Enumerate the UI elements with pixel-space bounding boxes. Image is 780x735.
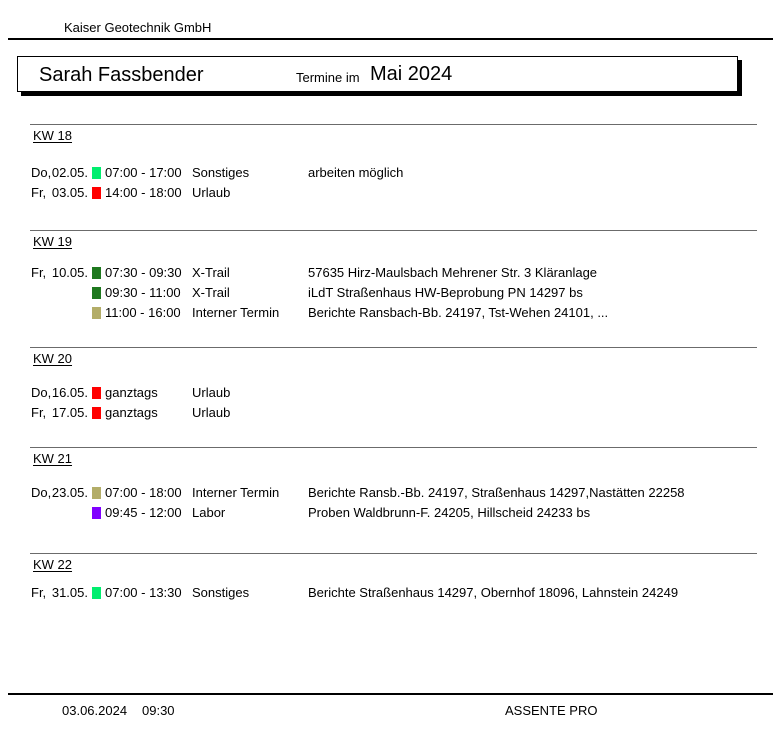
letterhead-divider <box>8 38 773 40</box>
appointment-category: Interner Termin <box>192 305 280 320</box>
appointment-day: Do, <box>31 165 52 180</box>
category-color-swatch <box>92 307 101 319</box>
appointment-time: 07:30 - 09:30 <box>105 265 182 280</box>
appointment-category: Labor <box>192 505 226 520</box>
week-divider <box>30 124 757 125</box>
week-rows <box>0 163 780 203</box>
appointment-date: 10.05. <box>51 265 88 280</box>
category-color-swatch <box>92 187 101 199</box>
appointment-category: X-Trail <box>192 265 230 280</box>
appointment-row <box>0 483 780 503</box>
week-label: KW 21 <box>33 451 73 466</box>
category-color-swatch <box>92 267 101 279</box>
category-color-swatch <box>92 487 101 499</box>
appointment-time: 07:00 - 13:30 <box>105 585 182 600</box>
appointment-date: 31.05. <box>51 585 88 600</box>
appointment-category: Urlaub <box>192 185 231 200</box>
report-title-prefix: Termine im <box>296 70 360 85</box>
appointment-date: 16.05. <box>51 385 88 400</box>
print-time: 09:30 <box>142 703 175 718</box>
print-date: 03.06.2024 <box>62 703 128 718</box>
app-name: ASSENTE PRO <box>505 703 598 718</box>
week-rows <box>0 583 780 603</box>
company-letterhead: Kaiser Geotechnik GmbH <box>64 20 212 35</box>
appointment-row <box>0 163 780 183</box>
appointment-day: Fr, <box>31 185 47 200</box>
appointment-day: Do, <box>31 385 52 400</box>
week-label: KW 20 <box>33 351 73 366</box>
week-label: KW 22 <box>33 557 73 572</box>
appointment-row <box>0 283 780 303</box>
appointment-day: Do, <box>31 485 52 500</box>
appointment-category: X-Trail <box>192 285 230 300</box>
appointment-row <box>0 263 780 283</box>
appointment-category: Sonstiges <box>192 585 250 600</box>
appointment-description: iLdT Straßenhaus HW-Beprobung PN 14297 bs <box>308 285 583 300</box>
week-divider <box>30 447 757 448</box>
appointment-row <box>0 303 780 323</box>
week-rows <box>0 483 780 523</box>
appointment-time: 14:00 - 18:00 <box>105 185 182 200</box>
appointment-date: 02.05. <box>51 165 88 180</box>
week-divider <box>30 347 757 348</box>
appointment-description: 57635 Hirz-Maulsbach Mehrener Str. 3 Kläranlage <box>308 265 598 280</box>
category-color-swatch <box>92 587 101 599</box>
appointment-date: 03.05. <box>51 185 88 200</box>
appointment-time: 09:45 - 12:00 <box>105 505 182 520</box>
appointment-day: Fr, <box>31 265 47 280</box>
week-rows <box>0 383 780 423</box>
appointment-time: 09:30 - 11:00 <box>105 285 181 300</box>
appointment-row <box>0 383 780 403</box>
appointment-row <box>0 503 780 523</box>
appointment-date: 17.05. <box>51 405 88 420</box>
appointment-row <box>0 183 780 203</box>
category-color-swatch <box>92 387 101 399</box>
appointment-description: Proben Waldbrunn-F. 24205, Hillscheid 24233 bs <box>308 505 591 520</box>
person-name: Sarah Fassbender <box>39 64 204 86</box>
appointment-time: ganztags <box>105 405 158 420</box>
category-color-swatch <box>92 167 101 179</box>
report-title-box <box>17 56 738 92</box>
appointment-time: ganztags <box>105 385 158 400</box>
appointment-day: Fr, <box>31 585 47 600</box>
week-label: KW 18 <box>33 128 73 143</box>
appointment-category: Sonstiges <box>192 165 250 180</box>
appointment-time: 07:00 - 18:00 <box>105 485 182 500</box>
appointment-date: 23.05. <box>51 485 88 500</box>
week-divider <box>30 553 757 554</box>
appointment-row <box>0 583 780 603</box>
appointment-time: 07:00 - 17:00 <box>105 165 182 180</box>
category-color-swatch <box>92 507 101 519</box>
week-divider <box>30 230 757 231</box>
category-color-swatch <box>92 407 101 419</box>
category-color-swatch <box>92 287 101 299</box>
footer-divider <box>8 693 773 695</box>
appointment-category: Interner Termin <box>192 485 280 500</box>
report-period: Mai 2024 <box>370 63 453 85</box>
appointment-description: Berichte Ransbach-Bb. 24197, Tst-Wehen 24101, ... <box>308 305 609 320</box>
week-label: KW 19 <box>33 234 73 249</box>
week-rows <box>0 263 780 323</box>
appointment-description: Berichte Ransb.-Bb. 24197, Straßenhaus 14297,Nastätten 22258 <box>308 485 685 500</box>
appointment-day: Fr, <box>31 405 47 420</box>
appointment-category: Urlaub <box>192 405 231 420</box>
appointment-description: Berichte Straßenhaus 14297, Obernhof 18096, Lahnstein 24249 <box>308 585 679 600</box>
appointment-time: 11:00 - 16:00 <box>105 305 181 320</box>
appointment-description: arbeiten möglich <box>308 165 404 180</box>
appointment-row <box>0 403 780 423</box>
appointment-category: Urlaub <box>192 385 231 400</box>
